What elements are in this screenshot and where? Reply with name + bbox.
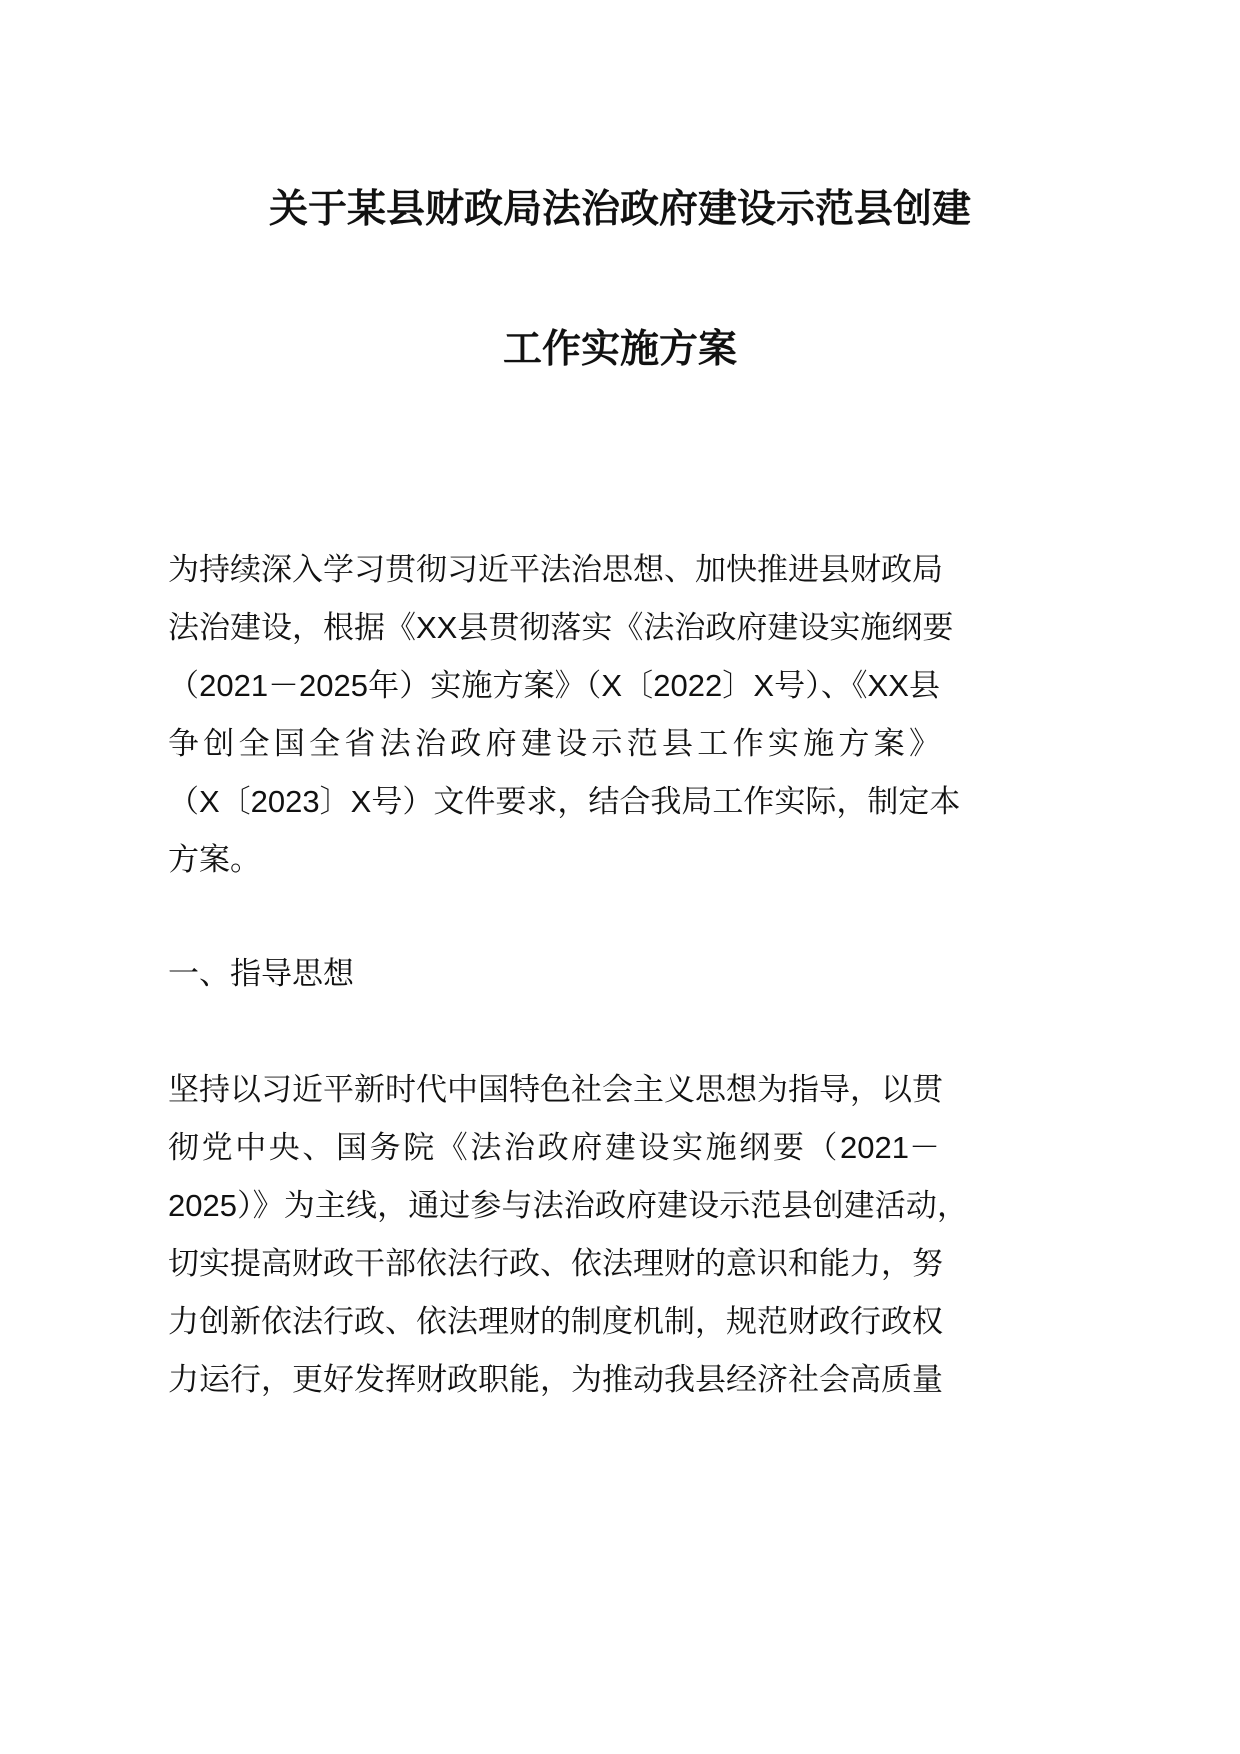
text-line: 为持续深入学习贯彻习近平法治思想、加快推进县财政局: [168, 552, 943, 587]
section-heading: 一、指导思想: [168, 956, 354, 991]
text-line: 方案。: [168, 842, 261, 877]
text-line: 法治建设，根据《XX县贯彻落实《法治政府建设实施纲要: [168, 610, 954, 645]
text-line: 切实提高财政干部依法行政、依法理财的意识和能力，努: [168, 1246, 943, 1281]
text-line: 力运行，更好发挥财政职能，为推动我县经济社会高质量: [168, 1362, 943, 1397]
text-line: （2021－2025年）实施方案》（X〔2022〕X号）、《XX县: [168, 668, 940, 703]
section-paragraph: [168, 1061, 968, 1409]
text-line: （X〔2023〕X号）文件要求，结合我局工作实际，制定本: [168, 784, 961, 819]
text-line: 争创全国全省法治政府建设示范县工作实施方案》: [168, 726, 940, 761]
text-line: 彻党中央、国务院《法治政府建设实施纲要（2021－: [168, 1130, 940, 1165]
text-line: 力创新依法行政、依法理财的制度机制，规范财政行政权: [168, 1304, 943, 1339]
text-line: 坚持以习近平新时代中国特色社会主义思想为指导，以贯: [168, 1072, 943, 1107]
document-title-line-2: 工作实施方案: [502, 328, 737, 371]
intro-paragraph: [168, 541, 961, 889]
document-title-line-1: 关于某县财政局法治政府建设示范县创建: [268, 188, 971, 231]
text-line: 2025）》为主线，通过参与法治政府建设示范县创建活动，: [168, 1188, 968, 1223]
